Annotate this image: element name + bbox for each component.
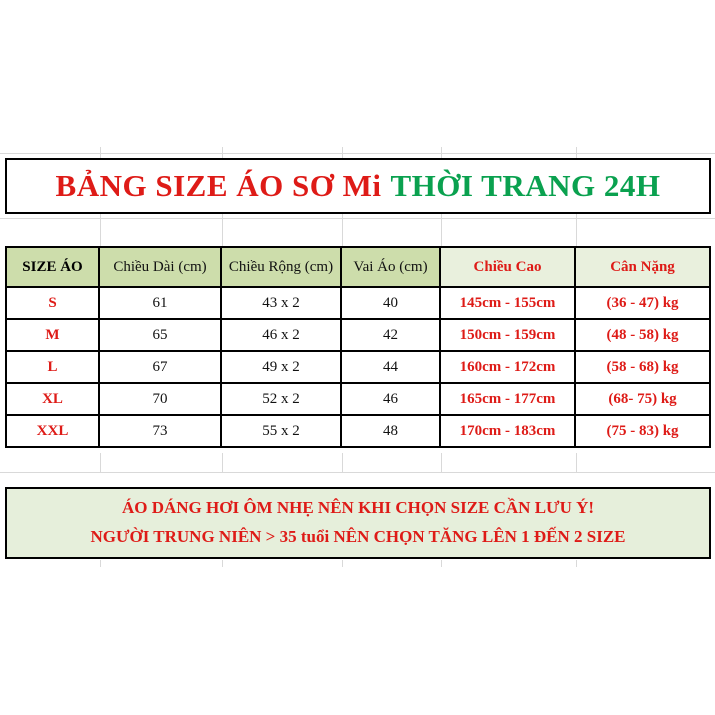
height-value: 165cm - 177cm [440,383,575,415]
column-header-shoulder: Vai Áo (cm) [341,247,440,287]
width-value: 46 x 2 [221,319,341,351]
weight-value: (48 - 58) kg [575,319,710,351]
gridline-vertical [342,212,343,246]
gridline-vertical [100,560,101,567]
weight-value: (68- 75) kg [575,383,710,415]
table-row [6,351,710,383]
length-value: 73 [99,415,221,447]
gridline-horizontal [0,153,715,154]
page-title: BẢNG SIZE ÁO SƠ Mi [55,168,382,203]
gridline-horizontal [0,472,715,473]
column-header-weight: Cân Nặng [575,247,710,287]
gridline-vertical [441,453,442,472]
gridline-vertical [576,212,577,246]
gridline-vertical [100,212,101,246]
gridline-vertical [342,147,343,158]
shoulder-value: 48 [341,415,440,447]
length-value: 67 [99,351,221,383]
gridline-vertical [222,212,223,246]
gridline-vertical [222,147,223,158]
weight-value: (36 - 47) kg [575,287,710,319]
length-value: 65 [99,319,221,351]
length-value: 70 [99,383,221,415]
gridline-vertical [222,560,223,567]
size-label: M [6,319,99,351]
gridline-vertical [100,453,101,472]
table-header-row [6,247,710,287]
width-value: 55 x 2 [221,415,341,447]
column-header-length: Chiều Dài (cm) [99,247,221,287]
gridline-vertical [441,147,442,158]
height-value: 170cm - 183cm [440,415,575,447]
height-value: 160cm - 172cm [440,351,575,383]
shoulder-value: 46 [341,383,440,415]
note-line-2: NGƯỜI TRUNG NIÊN > 35 tuổi NÊN CHỌN TĂNG LÊN 1 ĐẾN 2 SIZE [90,527,626,546]
gridline-vertical [576,147,577,158]
table-row [6,415,710,447]
shoulder-value: 44 [341,351,440,383]
weight-value: (58 - 68) kg [575,351,710,383]
size-label: XXL [6,415,99,447]
note-line-1: ÁO DÁNG HƠI ÔM NHẸ NÊN KHI CHỌN SIZE CẦN LƯU Ý! [121,498,595,518]
width-value: 43 x 2 [221,287,341,319]
title-banner [5,158,711,214]
column-header-width: Chiều Rộng (cm) [221,247,341,287]
size-label: XL [6,383,99,415]
gridline-vertical [342,453,343,472]
size-label: L [6,351,99,383]
shoulder-value: 40 [341,287,440,319]
weight-value: (75 - 83) kg [575,415,710,447]
gridline-vertical [441,212,442,246]
brand-name: THỜI TRANG 24H [390,168,661,203]
gridline-vertical [100,147,101,158]
gridline-vertical [222,453,223,472]
note-box [5,487,711,559]
gridline-vertical [576,453,577,472]
gridline-horizontal [0,218,715,219]
height-value: 145cm - 155cm [440,287,575,319]
shoulder-value: 42 [341,319,440,351]
table-row [6,319,710,351]
length-value: 61 [99,287,221,319]
table-row [6,383,710,415]
column-header-size: SIZE ÁO [6,247,99,287]
width-value: 49 x 2 [221,351,341,383]
size-label: S [6,287,99,319]
gridline-vertical [576,560,577,567]
table-row [6,287,710,319]
gridline-vertical [441,560,442,567]
gridline-vertical [342,560,343,567]
column-header-height: Chiều Cao [440,247,575,287]
size-table [5,246,711,448]
width-value: 52 x 2 [221,383,341,415]
height-value: 150cm - 159cm [440,319,575,351]
